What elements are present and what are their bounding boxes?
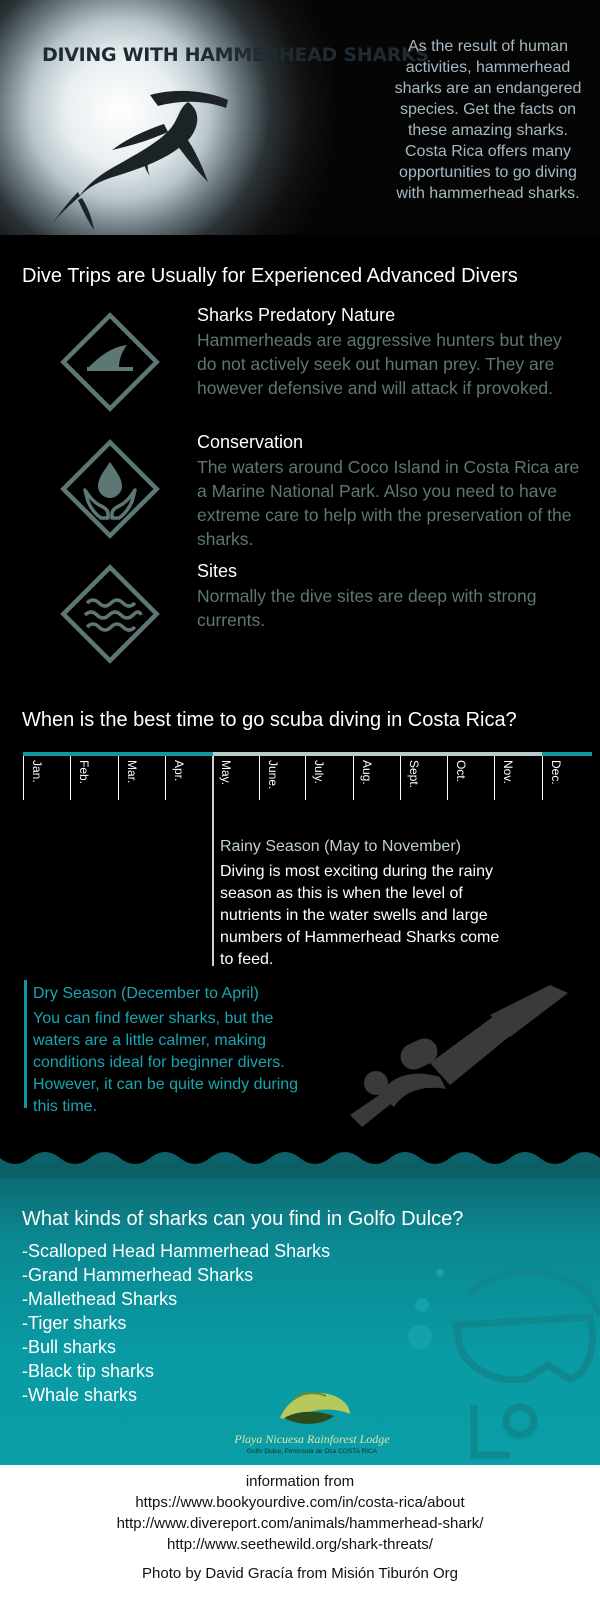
footer <box>0 1465 600 1605</box>
month-label: May. <box>219 760 233 786</box>
hero-banner <box>0 0 600 235</box>
month-dec <box>542 756 583 800</box>
source-link[interactable]: https://www.bookyourdive.com/in/costa-rica/about <box>135 1494 465 1511</box>
shark-kinds-heading: What kinds of sharks can you find in Golfo Dulce? <box>22 1208 464 1230</box>
lodge-logo <box>222 1388 402 1460</box>
list-item: -Grand Hammerhead Sharks <box>22 1265 254 1285</box>
month-label: Oct. <box>454 760 468 783</box>
feature-body: Normally the dive sites are deep with strong currents. <box>197 586 537 630</box>
month-june <box>259 756 300 800</box>
month-sept <box>400 756 441 800</box>
month-label: Nov. <box>501 760 515 784</box>
hero-intro-text: As the result of human activities, hammerhead sharks are an endangered species. Get the facts on these amazing sharks. Costa Rica offers many opportunities to go diving with hammerhead sharks. <box>394 38 582 202</box>
hands-water-drop-icon <box>55 434 165 544</box>
month-oct <box>447 756 488 800</box>
month-label: Apr. <box>172 760 186 782</box>
month-label: Jan. <box>30 760 44 783</box>
scuba-diver-icon <box>320 985 580 1135</box>
month-july <box>305 756 346 800</box>
feature-title: Sharks Predatory Nature <box>197 305 396 325</box>
feature-title: Sites <box>197 561 238 581</box>
list-item: -Black tip sharks <box>22 1361 155 1381</box>
feature-body: Hammerheads are aggressive hunters but they do not actively seek out human prey. They are however defensive and will attack if provoked. <box>197 330 562 398</box>
shark-fin-icon <box>55 307 165 417</box>
month-label: Dec. <box>549 760 563 785</box>
list-item: -Scalloped Head Hammerhead Sharks <box>22 1241 331 1261</box>
month-label: Feb. <box>77 760 91 785</box>
month-may <box>212 756 253 800</box>
feature-title: Conservation <box>197 432 304 452</box>
list-item: -Whale sharks <box>22 1385 138 1405</box>
month-apr <box>165 756 206 800</box>
list-item: -Tiger sharks <box>22 1313 127 1333</box>
waves-icon <box>55 559 165 669</box>
source-link[interactable]: http://www.divereport.com/animals/hammerhead-shark/ <box>116 1515 484 1532</box>
source-link[interactable]: http://www.seethewild.org/shark-threats/ <box>167 1536 433 1553</box>
rainy-season-title: Rainy Season (May to November) <box>220 838 461 855</box>
diver-mask-illustration <box>400 1255 600 1465</box>
shark-kinds-list <box>22 1239 330 1407</box>
water-surface-wave <box>0 1138 600 1178</box>
month-aug <box>353 756 394 800</box>
month-label: Sept. <box>407 760 421 789</box>
month-label: June. <box>266 760 280 790</box>
month-nov <box>494 756 535 800</box>
lodge-location: Golfo Dulce, Península de Osa COSTA RICA <box>247 1448 377 1455</box>
month-feb <box>70 756 111 800</box>
month-mar <box>118 756 159 800</box>
month-label: Aug. <box>360 760 374 785</box>
leaf-logo-icon <box>274 1388 354 1432</box>
dive-trips-heading: Dive Trips are Usually for Experienced Advanced Divers <box>22 265 518 287</box>
best-time-heading: When is the best time to go scuba diving in Costa Rica? <box>22 709 517 731</box>
list-item: -Mallethead Sharks <box>22 1289 178 1309</box>
lodge-name: Playa Nicuesa Rainforest Lodge <box>234 1432 390 1446</box>
photo-credit: Photo by David Gracía from Misión Tiburón Org <box>142 1565 458 1582</box>
sources-label: information from <box>245 1473 355 1490</box>
dry-season-text: You can find fewer sharks, but the waters are a little calmer, making conditions ideal for beginner divers. However, it can be quite windy during this time. <box>33 1010 299 1115</box>
dry-season-title: Dry Season (December to April) <box>33 985 259 1002</box>
feature-body: The waters around Coco Island in Costa Rica are a Marine National Park. Also you need to have extreme care to help with the preservation of the sharks. <box>197 457 580 549</box>
list-item: -Bull sharks <box>22 1337 117 1357</box>
month-jan <box>23 756 64 800</box>
rainy-season-text: Diving is most exciting during the rainy season as this is when the level of nutrients in the water swells and large numbers of Hammerhead Sharks come to feed. <box>220 863 500 968</box>
dry-season-bar <box>24 980 27 1108</box>
hero-title: DIVING WITH HAMMERHEAD SHARKS <box>42 44 429 66</box>
month-label: July. <box>312 760 326 784</box>
month-label: Mar. <box>125 760 139 784</box>
rainy-season-bar <box>212 756 214 966</box>
